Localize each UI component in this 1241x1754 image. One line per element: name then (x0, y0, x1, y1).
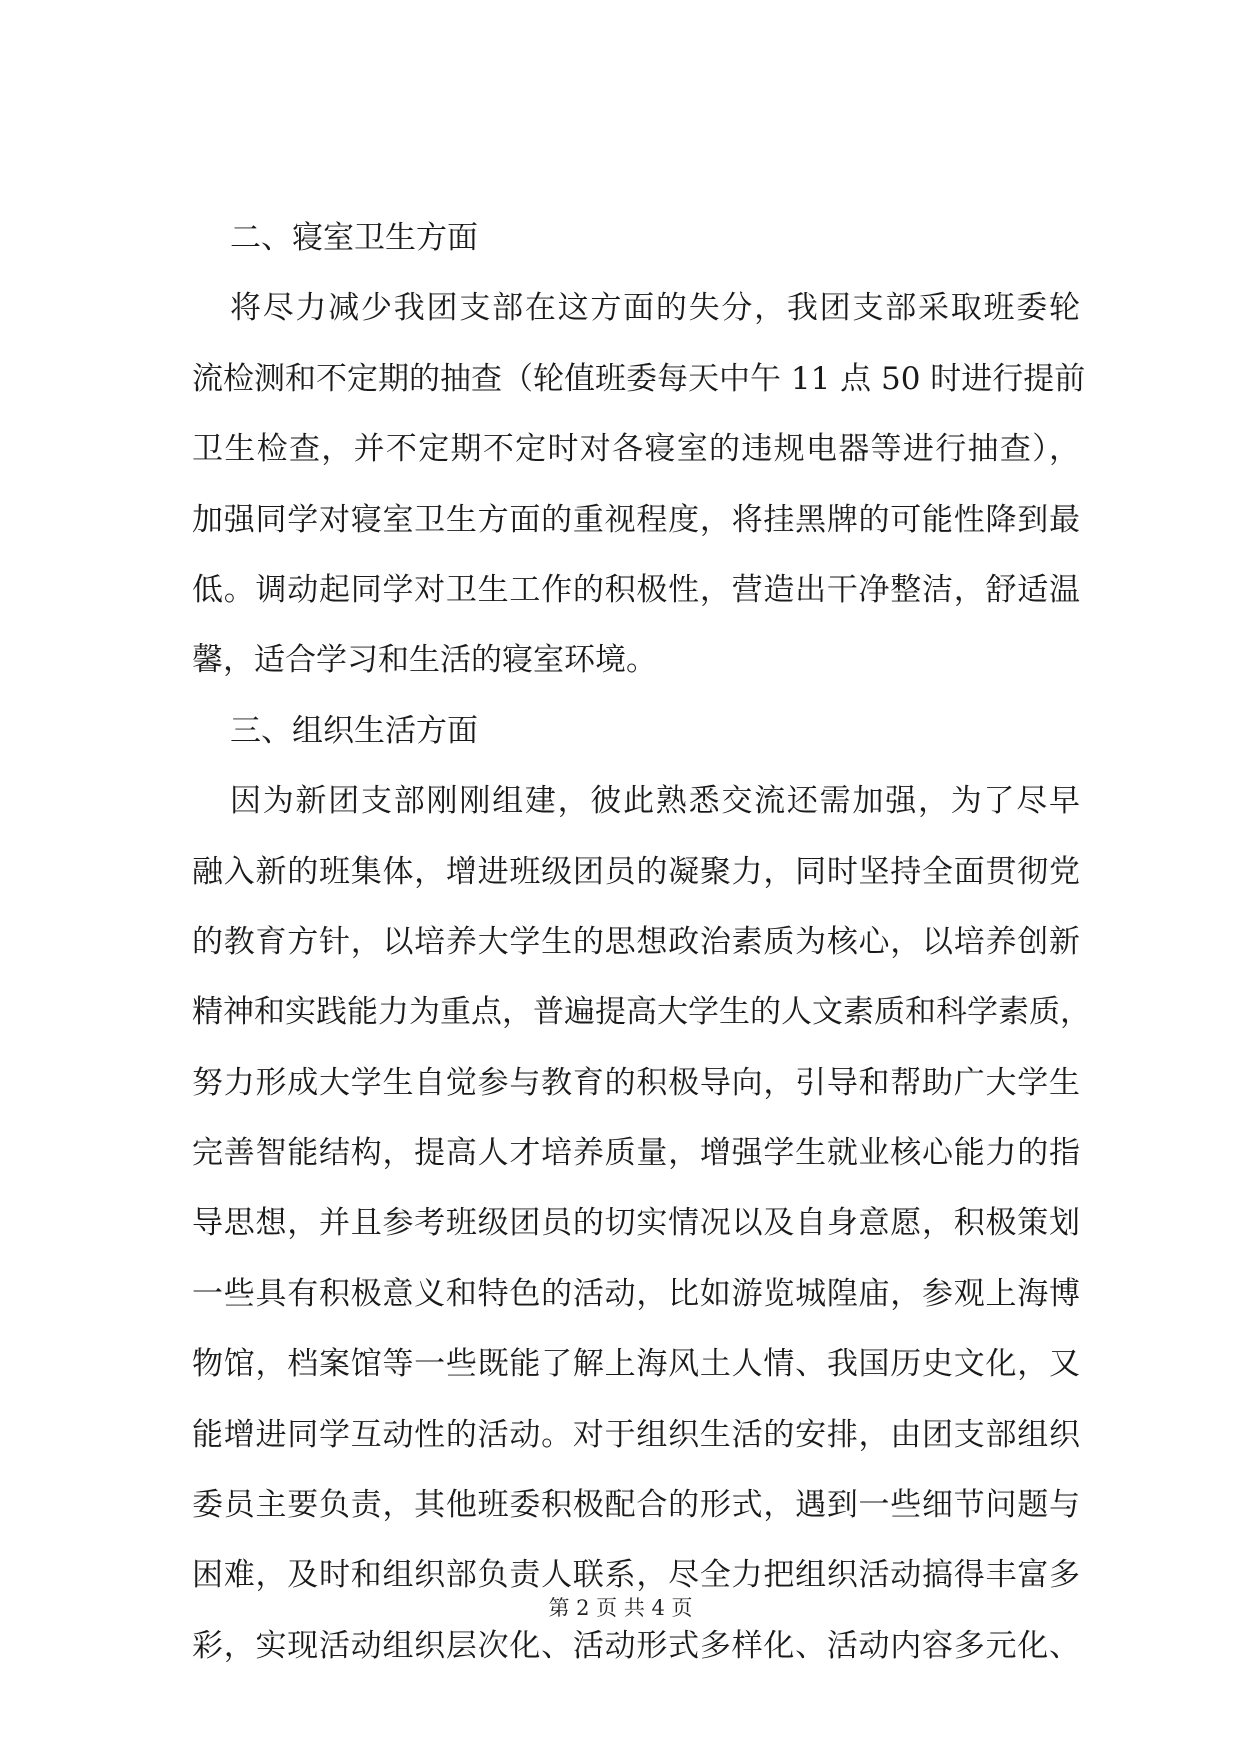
paragraph-line: 努力形成大学生自觉参与教育的积极导向，引导和帮助广大学生 (192, 1064, 1080, 1101)
paragraph-line: 精神和实践能力为重点，普遍提高大学生的人文素质和科学素质， (192, 994, 1091, 1031)
paragraph-line: 加强同学对寝室卫生方面的重视程度，将挂黑牌的可能性降到最 (192, 501, 1080, 538)
paragraph-line: 彩，实现活动组织层次化、活动形式多样化、活动内容多元化、 (192, 1627, 1080, 1664)
paragraph-line: 低。调动起同学对卫生工作的积极性，营造出干净整洁，舒适温 (192, 571, 1080, 608)
paragraph-line: 困难，及时和组织部负责人联系，尽全力把组织活动搞得丰富多 (192, 1557, 1080, 1594)
page-number-footer: 第 2 页 共 4 页 (548, 1596, 693, 1620)
document-body (192, 203, 1091, 1681)
paragraph-line: 一些具有积极意义和特色的活动，比如游览城隍庙，参观上海博 (192, 1275, 1080, 1312)
section-heading-organization-life: 三、组织生活方面 (230, 712, 478, 749)
paragraph-line: 因为新团支部刚刚组建，彼此熟悉交流还需加强，为了尽早 (230, 783, 1080, 820)
paragraph-line: 馨，适合学习和生活的寝室环境。 (192, 642, 657, 679)
section-heading-dormitory-hygiene: 二、寝室卫生方面 (230, 220, 478, 256)
paragraph-line: 将尽力减少我团支部在这方面的失分，我团支部采取班委轮 (230, 290, 1080, 327)
paragraph-line: 卫生检查，并不定期不定时对各寝室的违规电器等进行抽查）， (192, 431, 1080, 468)
paragraph-line: 物馆，档案馆等一些既能了解上海风土人情、我国历史文化，又 (192, 1346, 1080, 1383)
paragraph-line: 完善智能结构，提高人才培养质量，增强学生就业核心能力的指 (192, 1135, 1080, 1172)
paragraph-line: 导思想，并且参考班级团员的切实情况以及自身意愿，积极策划 (192, 1205, 1080, 1242)
paragraph-line: 能增进同学互动性的活动。对于组织生活的安排，由团支部组织 (192, 1416, 1080, 1453)
paragraph-line: 委员主要负责，其他班委积极配合的形式，遇到一些细节问题与 (192, 1487, 1080, 1524)
paragraph-line: 的教育方针，以培养大学生的思想政治素质为核心，以培养创新 (192, 923, 1080, 960)
paragraph-line: 流检测和不定期的抽查（轮值班委每天中午 11 点 50 时进行提前 (192, 360, 1086, 397)
paragraph-line: 融入新的班集体，增进班级团员的凝聚力，同时坚持全面贯彻党 (192, 853, 1080, 890)
